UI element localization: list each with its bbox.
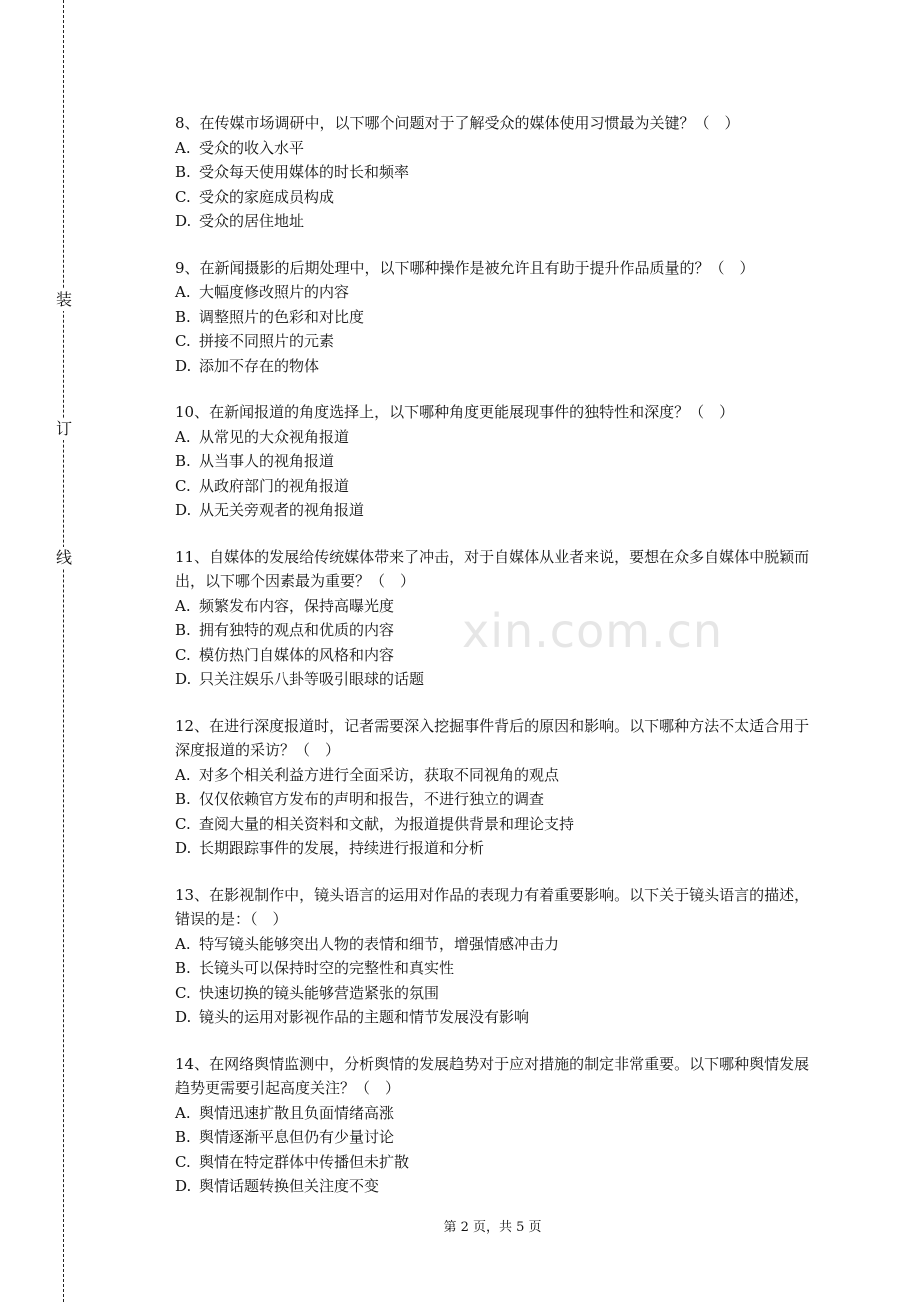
question-list xyxy=(175,111,815,1221)
option-letter: B. xyxy=(175,790,191,808)
answer-option xyxy=(175,787,815,812)
option-letter: A. xyxy=(175,934,191,953)
answer-option xyxy=(175,354,815,379)
answer-option xyxy=(175,981,815,1006)
option-letter: C. xyxy=(175,476,191,495)
question-text: 11、自媒体的发展给传统媒体带来了冲击，对于自媒体从业者来说，要想在众多自媒体中脱颖而出，以下哪个因素最为重要？（ ） xyxy=(175,547,810,590)
question-text: 8、在传媒市场调研中，以下哪个问题对于了解受众的媒体使用习惯最为关键？（ ） xyxy=(175,114,740,132)
option-text: 镜头的运用对影视作品的主题和情节发展没有影响 xyxy=(199,1008,530,1026)
answer-option xyxy=(175,594,815,619)
page-number: 第 2 页，共 5 页 xyxy=(443,1220,542,1235)
option-text: 从常见的大众视角报道 xyxy=(199,427,350,446)
answer-option xyxy=(175,1150,815,1175)
answer-option xyxy=(175,280,815,305)
answer-option xyxy=(175,1005,815,1030)
question-block xyxy=(175,545,815,692)
option-letter: C. xyxy=(175,332,191,350)
option-letter: B. xyxy=(175,163,191,181)
option-letter: A. xyxy=(175,138,191,157)
option-letter: C. xyxy=(175,814,191,833)
option-letter: C. xyxy=(175,645,191,664)
binding-char-zhuang: 装 xyxy=(55,290,72,309)
option-letter: C. xyxy=(175,187,191,206)
option-text: 受众的家庭成员构成 xyxy=(199,187,335,206)
answer-option xyxy=(175,160,815,185)
option-letter: D. xyxy=(175,1008,192,1026)
binding-char-ding: 订 xyxy=(55,419,72,438)
answer-option xyxy=(175,209,815,234)
option-text: 特写镜头能够突出人物的表情和细节，增强情感冲击力 xyxy=(199,934,560,953)
answer-option xyxy=(175,449,815,474)
watermark: xin.com.cn xyxy=(462,604,724,658)
option-letter: B. xyxy=(175,621,191,639)
answer-option xyxy=(175,329,815,354)
question-block xyxy=(175,256,815,379)
option-text: 快速切换的镜头能够营造紧张的氛围 xyxy=(199,983,440,1002)
answer-option xyxy=(175,932,815,957)
option-letter: C. xyxy=(175,1152,191,1171)
option-text: 调整照片的色彩和对比度 xyxy=(199,307,365,326)
option-text: 长镜头可以保持时空的完整性和真实性 xyxy=(199,959,455,977)
option-text: 频繁发布内容，保持高曝光度 xyxy=(199,596,395,615)
option-text: 模仿热门自媒体的风格和内容 xyxy=(199,645,395,664)
question-text: 14、在网络舆情监测中，分析舆情的发展趋势对于应对措施的制定非常重要。以下哪种舆情发展趋势更需要引起高度关注？（ ） xyxy=(175,1054,810,1097)
answer-option xyxy=(175,305,815,330)
answer-option xyxy=(175,425,815,450)
option-letter: D. xyxy=(175,356,192,375)
option-text: 拥有独特的观点和优质的内容 xyxy=(199,621,395,639)
answer-option xyxy=(175,667,815,692)
question-text: 13、在影视制作中，镜头语言的运用对作品的表现力有着重要影响。以下关于镜头语言的描述，错误的是：（ ） xyxy=(175,885,810,928)
question-block xyxy=(175,400,815,523)
option-letter: D. xyxy=(175,212,192,230)
option-letter: B. xyxy=(175,452,191,470)
option-text: 添加不存在的物体 xyxy=(199,356,320,375)
option-text: 舆情逐渐平息但仍有少量讨论 xyxy=(199,1128,395,1146)
option-letter: A. xyxy=(175,765,191,784)
answer-option xyxy=(175,136,815,161)
option-letter: A. xyxy=(175,427,191,446)
option-text: 舆情迅速扩散且负面情绪高涨 xyxy=(199,1103,395,1122)
option-letter: D. xyxy=(175,501,192,519)
answer-option xyxy=(175,1101,815,1126)
answer-option xyxy=(175,836,815,861)
question-block xyxy=(175,883,815,1030)
option-letter: C. xyxy=(175,983,191,1002)
binding-char-xian: 线 xyxy=(55,548,72,567)
option-text: 从当事人的视角报道 xyxy=(199,452,335,470)
option-letter: B. xyxy=(175,959,191,977)
option-text: 拼接不同照片的元素 xyxy=(199,332,335,350)
option-letter: D. xyxy=(175,670,192,688)
question-block xyxy=(175,714,815,861)
question-text: 9、在新闻摄影的后期处理中，以下哪种操作是被允许且有助于提升作品质量的？（ ） xyxy=(175,258,755,277)
answer-option xyxy=(175,1125,815,1150)
option-text: 舆情在特定群体中传播但未扩散 xyxy=(199,1152,410,1171)
option-text: 从无关旁观者的视角报道 xyxy=(199,501,365,519)
option-text: 只关注娱乐八卦等吸引眼球的话题 xyxy=(199,670,425,688)
option-text: 受众的收入水平 xyxy=(199,138,305,157)
question-text: 10、在新闻报道的角度选择上，以下哪种角度更能展现事件的独特性和深度？（ ） xyxy=(175,403,735,421)
answer-option xyxy=(175,618,815,643)
option-letter: A. xyxy=(175,1103,191,1122)
answer-option xyxy=(175,812,815,837)
option-letter: A. xyxy=(175,283,191,301)
answer-option xyxy=(175,643,815,668)
question-text: 12、在进行深度报道时，记者需要深入挖掘事件背后的原因和影响。以下哪种方法不太适合用于深度报道的采访？（ ） xyxy=(175,716,810,759)
option-letter: D. xyxy=(175,839,192,857)
answer-option xyxy=(175,763,815,788)
binding-dashed-line xyxy=(63,0,64,1302)
option-letter: A. xyxy=(175,596,191,615)
question-block xyxy=(175,1052,815,1199)
option-text: 受众的居住地址 xyxy=(199,212,305,230)
answer-option xyxy=(175,474,815,499)
option-text: 对多个相关利益方进行全面采访，获取不同视角的观点 xyxy=(199,765,560,784)
answer-option xyxy=(175,498,815,523)
option-text: 舆情话题转换但关注度不变 xyxy=(199,1177,380,1195)
option-text: 仅仅依赖官方发布的声明和报告，不进行独立的调查 xyxy=(199,790,545,808)
answer-option xyxy=(175,1174,815,1199)
question-block xyxy=(175,111,815,234)
option-text: 查阅大量的相关资料和文献，为报道提供背景和理论支持 xyxy=(199,814,575,833)
option-text: 受众每天使用媒体的时长和频率 xyxy=(199,163,410,181)
option-text: 从政府部门的视角报道 xyxy=(199,476,350,495)
option-letter: D. xyxy=(175,1177,192,1195)
option-letter: B. xyxy=(175,1128,191,1146)
answer-option xyxy=(175,185,815,210)
option-text: 大幅度修改照片的内容 xyxy=(199,283,350,301)
option-letter: B. xyxy=(175,307,191,326)
option-text: 长期跟踪事件的发展，持续进行报道和分析 xyxy=(199,839,485,857)
answer-option xyxy=(175,956,815,981)
